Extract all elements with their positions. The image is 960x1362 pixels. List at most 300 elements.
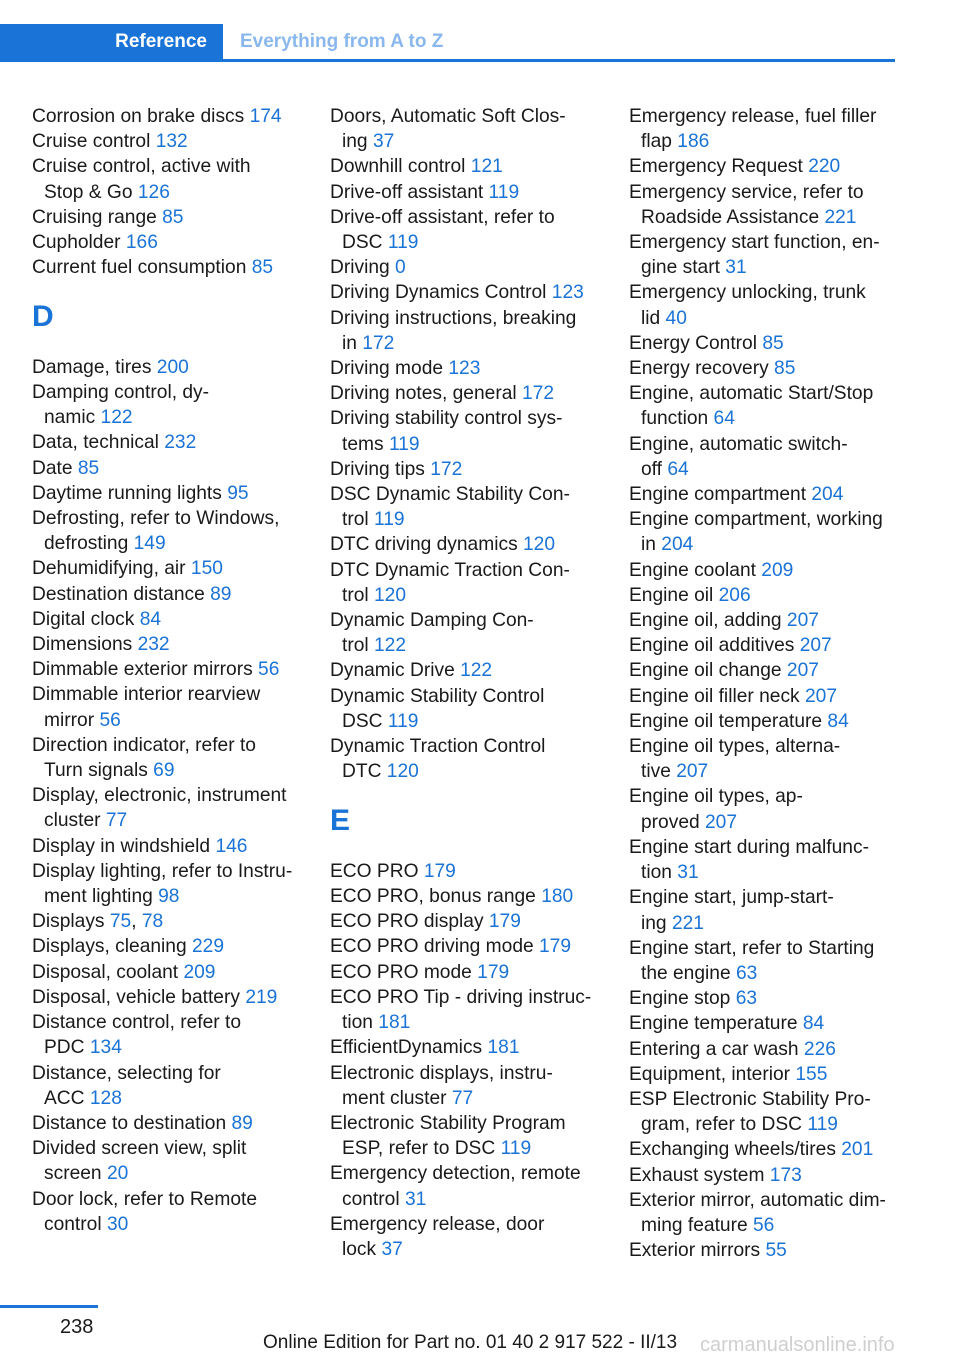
- index-entry: [32, 154, 307, 204]
- entry-term: Distance to destination: [32, 1112, 227, 1134]
- entry-term: Dynamic Stability Control: [330, 685, 545, 707]
- index-entry: [330, 180, 605, 205]
- subsection-title: Everything from A to Z: [240, 31, 444, 52]
- index-entry: [330, 985, 605, 1035]
- page-reference-link[interactable]: 119: [374, 509, 405, 531]
- entry-term: tive: [641, 761, 671, 783]
- index-entry: [330, 406, 605, 456]
- page-reference-link[interactable]: 95: [227, 482, 249, 504]
- page-reference-link[interactable]: 207: [805, 685, 838, 707]
- entry-term: Current fuel consumption: [32, 257, 247, 279]
- entry-term: Exterior mirror, automatic dim-: [629, 1189, 886, 1211]
- entry-term: Disposal, vehicle battery: [32, 986, 240, 1008]
- index-entry: [330, 1212, 605, 1262]
- page-reference-link[interactable]: 180: [541, 886, 574, 908]
- entry-term: Equipment, interior: [629, 1063, 791, 1085]
- page-reference-link[interactable]: 40: [665, 307, 687, 329]
- index-entry: [629, 1011, 904, 1036]
- entry-term: ment lighting: [44, 886, 153, 908]
- page-reference-link[interactable]: 30: [106, 1213, 129, 1235]
- page-reference-link[interactable]: 181: [378, 1012, 411, 1034]
- entry-term: Distance, selecting for: [32, 1062, 221, 1084]
- page-number: 238: [60, 1316, 94, 1338]
- entry-term: Engine start, refer to Starting: [629, 937, 875, 959]
- page-reference-link[interactable]: 179: [488, 911, 521, 933]
- index-letter-heading: E: [330, 804, 351, 838]
- index-entry: [629, 1087, 904, 1137]
- index-entry: [330, 658, 605, 683]
- index-entry: [32, 1187, 307, 1237]
- page-reference-link[interactable]: 31: [725, 257, 747, 279]
- entry-term: Emergency Request: [629, 156, 803, 178]
- page-reference-link[interactable]: 150: [190, 558, 223, 580]
- entry-term: Disposal, coolant: [32, 961, 179, 983]
- entry-term: Driving stability control sys-: [330, 408, 563, 430]
- entry-term: ACC: [44, 1087, 85, 1109]
- index-entry: [32, 960, 307, 985]
- index-entry: [32, 1111, 307, 1136]
- entry-term: ECO PRO driving mode: [330, 936, 534, 958]
- page-reference-link[interactable]: 232: [137, 634, 170, 656]
- index-entry: [629, 154, 904, 179]
- index-entry: [629, 633, 904, 658]
- entry-term: DTC driving dynamics: [330, 534, 518, 556]
- index-entry: [629, 507, 904, 557]
- entry-term: Driving instructions, breaking: [330, 307, 577, 329]
- page-reference-link[interactable]: 56: [258, 659, 280, 681]
- entry-term: ECO PRO: [330, 860, 419, 882]
- index-entry: [629, 1163, 904, 1188]
- page-reference-link[interactable]: 120: [523, 534, 556, 556]
- entry-term: Roadside Assistance: [641, 206, 820, 228]
- page-reference-link[interactable]: 119: [488, 181, 520, 203]
- entry-term: ECO PRO Tip - driving instruc-: [330, 986, 592, 1008]
- entry-term: Engine oil change: [629, 660, 782, 682]
- page-reference-link[interactable]: 37: [381, 1238, 403, 1260]
- entry-term: ECO PRO mode: [330, 961, 472, 983]
- entry-term: ESP, refer to DSC: [342, 1138, 496, 1160]
- entry-term: Engine start during malfunc-: [629, 836, 869, 858]
- entry-term: Emergency release, fuel filler: [629, 106, 877, 127]
- index-entry: [330, 306, 605, 356]
- index-entry: [32, 506, 307, 556]
- index-entry: [330, 859, 605, 884]
- index-entry: [32, 481, 307, 506]
- page-reference-link[interactable]: 179: [539, 936, 572, 958]
- entry-term: Downhill control: [330, 156, 466, 178]
- index-entry: [32, 430, 307, 455]
- page-reference-link[interactable]: 155: [795, 1063, 828, 1085]
- index-entry: [629, 180, 904, 230]
- entry-term: gram, refer to DSC: [641, 1114, 803, 1136]
- page-reference-link[interactable]: 31: [677, 862, 699, 884]
- entry-term: Driving notes, general: [330, 383, 517, 405]
- entry-term: Cruise control: [32, 131, 151, 153]
- index-entry: [32, 355, 307, 380]
- page-reference-link[interactable]: 119: [387, 232, 419, 254]
- page-reference-link[interactable]: 56: [753, 1214, 775, 1236]
- index-entry: [629, 432, 904, 482]
- entry-term: Emergency service, refer to: [629, 181, 864, 203]
- page-reference-link[interactable]: 64: [713, 408, 735, 430]
- page-reference-link[interactable]: 226: [803, 1038, 836, 1060]
- page-reference-link[interactable]: 221: [824, 206, 857, 228]
- entry-term: Emergency start function, en-: [629, 232, 880, 254]
- entry-term: Date: [32, 457, 73, 479]
- index-entry: [32, 657, 307, 682]
- page-reference-link[interactable]: 85: [77, 457, 100, 479]
- page-reference-link[interactable]: 78: [141, 911, 164, 933]
- entry-term: Engine start, jump-start-: [629, 887, 834, 909]
- entry-term: Engine stop: [629, 988, 731, 1010]
- page-reference-link[interactable]: 179: [477, 961, 510, 983]
- entry-term: cluster: [44, 810, 101, 832]
- index-entry: [32, 1061, 307, 1111]
- index-entry: [330, 205, 605, 255]
- page-reference-link[interactable]: 207: [786, 610, 819, 632]
- index-entry: [32, 682, 307, 732]
- page-reference-link[interactable]: 172: [430, 458, 463, 480]
- entry-term: Engine oil types, ap-: [629, 786, 803, 808]
- index-entry: [32, 859, 307, 909]
- entry-term: Divided screen view, split: [32, 1138, 247, 1160]
- index-entry: [32, 733, 307, 783]
- entry-term: control: [342, 1188, 400, 1210]
- entry-term: Defrosting, refer to Windows,: [32, 508, 280, 530]
- page-reference-link[interactable]: 119: [388, 433, 420, 455]
- index-entry: [32, 556, 307, 581]
- index-entry: [32, 934, 307, 959]
- page-reference-link[interactable]: 207: [799, 635, 832, 657]
- page-reference-link[interactable]: 120: [374, 584, 407, 606]
- entry-term: Doors, Automatic Soft Clos-: [330, 106, 566, 127]
- page-reference-link[interactable]: 75: [109, 911, 132, 933]
- index-entry: [629, 1037, 904, 1062]
- entry-term: Data, technical: [32, 432, 159, 454]
- page-reference-link[interactable]: 232: [164, 432, 197, 454]
- entry-term: in: [641, 534, 656, 556]
- entry-term: gine start: [641, 257, 720, 279]
- entry-term: Engine oil types, alterna-: [629, 736, 841, 758]
- page-reference-link[interactable]: 221: [671, 912, 704, 934]
- entry-term: Engine compartment: [629, 484, 807, 506]
- page-reference-link[interactable]: 119: [807, 1114, 838, 1136]
- page-reference-link[interactable]: 229: [192, 936, 225, 958]
- footer-rule: [0, 1305, 98, 1308]
- page-reference-link[interactable]: 119: [500, 1138, 532, 1160]
- page-reference-link[interactable]: 179: [423, 860, 456, 882]
- entry-term: DTC: [342, 761, 382, 783]
- entry-term: ECO PRO, bonus range: [330, 886, 536, 908]
- page-reference-link[interactable]: 84: [139, 608, 162, 630]
- page-reference-link[interactable]: 146: [215, 835, 248, 857]
- page-reference-link[interactable]: 209: [761, 559, 794, 581]
- entry-term: ing: [342, 131, 368, 153]
- entry-term: Dehumidifying, air: [32, 558, 186, 580]
- page-reference-link[interactable]: 0: [395, 257, 406, 279]
- entry-term: Digital clock: [32, 608, 135, 630]
- index-entry: [330, 558, 605, 608]
- page-reference-link[interactable]: 204: [661, 534, 694, 556]
- entry-term: Dimensions: [32, 634, 133, 656]
- entry-term: Cupholder: [32, 232, 121, 254]
- page-reference-link[interactable]: 89: [210, 583, 232, 605]
- page-reference-link[interactable]: 200: [156, 356, 189, 378]
- entry-term: Dimmable exterior mirrors: [32, 659, 253, 681]
- entry-term: Emergency unlocking, trunk: [629, 282, 866, 304]
- index-entry: [32, 255, 307, 280]
- page-reference-link[interactable]: 37: [372, 131, 395, 153]
- index-entry: [629, 1238, 904, 1263]
- page-reference-link[interactable]: 220: [808, 156, 841, 178]
- index-column-1: [32, 104, 307, 1237]
- entry-term: Engine oil temperature: [629, 710, 823, 732]
- index-entry: [32, 129, 307, 154]
- page-reference-link[interactable]: 63: [735, 988, 758, 1010]
- index-entry: [32, 783, 307, 833]
- page-reference-link[interactable]: 204: [811, 484, 844, 506]
- index-entry: [629, 608, 904, 633]
- entry-term: ing: [641, 912, 667, 934]
- index-entry: [330, 457, 605, 482]
- entry-term: Engine compartment, working: [629, 509, 883, 531]
- index-entry: [330, 356, 605, 381]
- index-entry: [629, 1188, 904, 1238]
- page-reference-link[interactable]: 132: [155, 131, 188, 153]
- entry-term: ming feature: [641, 1214, 748, 1236]
- page-reference-link[interactable]: 173: [769, 1164, 802, 1186]
- page-reference-link[interactable]: 128: [89, 1087, 122, 1109]
- page-reference-link[interactable]: 207: [786, 660, 819, 682]
- page-reference-link[interactable]: 119: [387, 710, 419, 732]
- entry-term: Energy Control: [629, 332, 757, 354]
- index-entry: [629, 835, 904, 885]
- entry-term: Displays, cleaning: [32, 936, 187, 958]
- page-reference-link[interactable]: 84: [827, 710, 849, 732]
- entry-term: Displays: [32, 911, 105, 933]
- index-entry: [629, 709, 904, 734]
- index-entry: [330, 1161, 605, 1211]
- entry-term: proved: [641, 811, 700, 833]
- index-entry: [629, 356, 904, 381]
- page-reference-link[interactable]: 174: [249, 106, 282, 127]
- page-reference-link[interactable]: 149: [133, 533, 166, 555]
- page-reference-link[interactable]: 207: [705, 811, 738, 833]
- entry-term: Damage, tires: [32, 356, 152, 378]
- entry-term: Entering a car wash: [629, 1038, 799, 1060]
- index-entry: [629, 1062, 904, 1087]
- index-entry: [32, 230, 307, 255]
- page-reference-link[interactable]: 89: [231, 1112, 253, 1134]
- index-entry: [629, 734, 904, 784]
- page-reference-link[interactable]: 77: [105, 810, 128, 832]
- page-reference-link[interactable]: 172: [522, 383, 555, 405]
- entry-term: Engine temperature: [629, 1013, 798, 1035]
- page-reference-link[interactable]: 126: [137, 181, 170, 203]
- index-entry: [330, 734, 605, 784]
- page-reference-link[interactable]: 123: [551, 282, 584, 304]
- page-reference-link[interactable]: 207: [676, 761, 709, 783]
- page-reference-link[interactable]: 120: [386, 761, 419, 783]
- page-reference-link[interactable]: 85: [162, 206, 184, 228]
- index-entry: [330, 1061, 605, 1111]
- index-entry: [32, 1136, 307, 1186]
- entry-term: Energy recovery: [629, 358, 769, 380]
- entry-term: Display lighting, refer to Instru-: [32, 860, 293, 882]
- entry-term: DSC: [342, 710, 383, 732]
- index-entry: [629, 381, 904, 431]
- index-entry: [32, 104, 307, 129]
- page-reference-link[interactable]: 134: [89, 1037, 122, 1059]
- entry-term: Direction indicator, refer to: [32, 734, 256, 756]
- page-reference-link[interactable]: 84: [802, 1013, 825, 1035]
- entry-term: trol: [342, 584, 369, 606]
- page-reference-link[interactable]: 85: [251, 257, 274, 279]
- index-entry: Displays 75, 78: [32, 911, 164, 933]
- index-column-2: [330, 104, 605, 1262]
- entry-term: Exhaust system: [629, 1164, 765, 1186]
- entry-term: lock: [342, 1238, 377, 1260]
- index-entry: [629, 658, 904, 683]
- entry-term: tems: [342, 433, 384, 455]
- entry-term: trol: [342, 635, 369, 657]
- page-reference-link[interactable]: 123: [448, 358, 481, 380]
- entry-term: ESP Electronic Stability Pro-: [629, 1088, 871, 1110]
- index-entry: [330, 1111, 605, 1161]
- page-reference-link[interactable]: 206: [718, 584, 751, 606]
- entry-term: off: [641, 458, 662, 480]
- entry-term: Drive-off assistant, refer to: [330, 206, 555, 228]
- index-entry: [32, 456, 307, 481]
- index-entry: [629, 280, 904, 330]
- index-entry: [629, 230, 904, 280]
- entry-term: Corrosion on brake discs: [32, 106, 245, 127]
- entry-term: ECO PRO display: [330, 911, 484, 933]
- entry-term: control: [44, 1213, 102, 1235]
- index-entry: [32, 834, 307, 859]
- index-entry: [330, 104, 605, 154]
- entry-term: Dimmable interior rearview: [32, 684, 261, 706]
- entry-term: Engine, automatic switch-: [629, 433, 848, 455]
- page-reference-link[interactable]: 219: [245, 986, 278, 1008]
- page-reference-link[interactable]: 56: [99, 709, 121, 731]
- entry-term: Dynamic Damping Con-: [330, 610, 534, 632]
- entry-term: Emergency release, door: [330, 1213, 545, 1235]
- entry-term: Exchanging wheels/tires: [629, 1139, 836, 1161]
- page-reference-link[interactable]: 98: [158, 886, 180, 908]
- page-reference-link[interactable]: 64: [667, 458, 689, 480]
- index-entry: [629, 583, 904, 608]
- entry-term: Cruising range: [32, 206, 157, 228]
- entry-term: the engine: [641, 962, 731, 984]
- entry-term: trol: [342, 509, 369, 531]
- index-entry: [32, 1010, 307, 1060]
- entry-term: Daytime running lights: [32, 482, 222, 504]
- index-entry: [330, 280, 605, 305]
- page-reference-link[interactable]: 63: [735, 962, 758, 984]
- entry-term: namic: [44, 407, 96, 429]
- entry-term: Door lock, refer to Remote: [32, 1188, 258, 1210]
- page-reference-link[interactable]: 181: [487, 1037, 520, 1059]
- entry-term: Cruise control, active with: [32, 156, 251, 178]
- index-entry: [32, 205, 307, 230]
- index-entry: [629, 558, 904, 583]
- entry-term: Dynamic Traction Control: [330, 736, 546, 758]
- page-reference-link[interactable]: 122: [460, 660, 493, 682]
- entry-term: lid: [641, 307, 661, 329]
- page-reference-link[interactable]: 122: [100, 407, 133, 429]
- index-entry: [330, 482, 605, 532]
- header-rule: [0, 59, 895, 62]
- entry-term: Driving: [330, 257, 396, 279]
- page-reference-link[interactable]: 201: [841, 1139, 874, 1161]
- index-entry: [629, 104, 904, 154]
- page-reference-link[interactable]: 31: [404, 1188, 427, 1210]
- page-reference-link[interactable]: 166: [125, 232, 158, 254]
- index-letter-heading: D: [32, 300, 54, 334]
- index-entry: [629, 936, 904, 986]
- index-entry: [330, 909, 605, 934]
- entry-term: Stop & Go: [44, 181, 133, 203]
- entry-term: ment cluster: [342, 1087, 447, 1109]
- page-reference-link[interactable]: 209: [183, 961, 216, 983]
- page-reference-link[interactable]: 55: [765, 1240, 787, 1262]
- entry-term: flap: [641, 131, 672, 153]
- index-entry: [330, 608, 605, 658]
- entry-term: Engine oil filler neck: [629, 685, 800, 707]
- section-tab: Reference: [0, 24, 223, 60]
- index-entry: [330, 255, 605, 280]
- page-reference-link[interactable]: 85: [762, 332, 784, 354]
- entry-term: defrosting: [44, 533, 129, 555]
- entry-term: in: [342, 332, 357, 354]
- index-entry: [629, 684, 904, 709]
- index-entry: [629, 331, 904, 356]
- index-entry: [330, 381, 605, 406]
- index-entry: [32, 380, 307, 430]
- index-entry: [330, 884, 605, 909]
- entry-term: tion: [342, 1012, 373, 1034]
- page-reference-link[interactable]: 122: [374, 635, 407, 657]
- page-reference-link[interactable]: 172: [362, 332, 395, 354]
- index-entry: [629, 482, 904, 507]
- entry-term: Emergency detection, remote: [330, 1163, 581, 1185]
- page-reference-link[interactable]: 77: [451, 1087, 474, 1109]
- entry-term: Display, electronic, instrument: [32, 785, 287, 807]
- entry-term: Electronic displays, instru-: [330, 1062, 553, 1084]
- entry-term: Engine oil additives: [629, 635, 795, 657]
- entry-term: Electronic Stability Program: [330, 1112, 566, 1134]
- page-reference-link[interactable]: 20: [106, 1163, 129, 1185]
- edition-note: Online Edition for Part no. 01 40 2 917 522 - II/13: [263, 1332, 678, 1353]
- index-entry: [330, 154, 605, 179]
- entry-term: Driving Dynamics Control: [330, 282, 547, 304]
- watermark: carmanualsonline.info: [700, 1334, 895, 1356]
- index-entry: [32, 582, 307, 607]
- page-reference-link[interactable]: 121: [470, 156, 503, 178]
- page-reference-link[interactable]: 69: [153, 760, 175, 782]
- page-reference-link[interactable]: 85: [774, 358, 796, 380]
- entry-term: function: [641, 408, 709, 430]
- entry-term: EfficientDynamics: [330, 1037, 483, 1059]
- entry-term: Dynamic Drive: [330, 660, 455, 682]
- entry-term: Drive-off assistant: [330, 181, 484, 203]
- index-entry: [32, 632, 307, 657]
- entry-term: PDC: [44, 1037, 85, 1059]
- page-reference-link[interactable]: 186: [677, 131, 710, 153]
- index-column-3: [629, 104, 904, 1263]
- entry-term: screen: [44, 1163, 102, 1185]
